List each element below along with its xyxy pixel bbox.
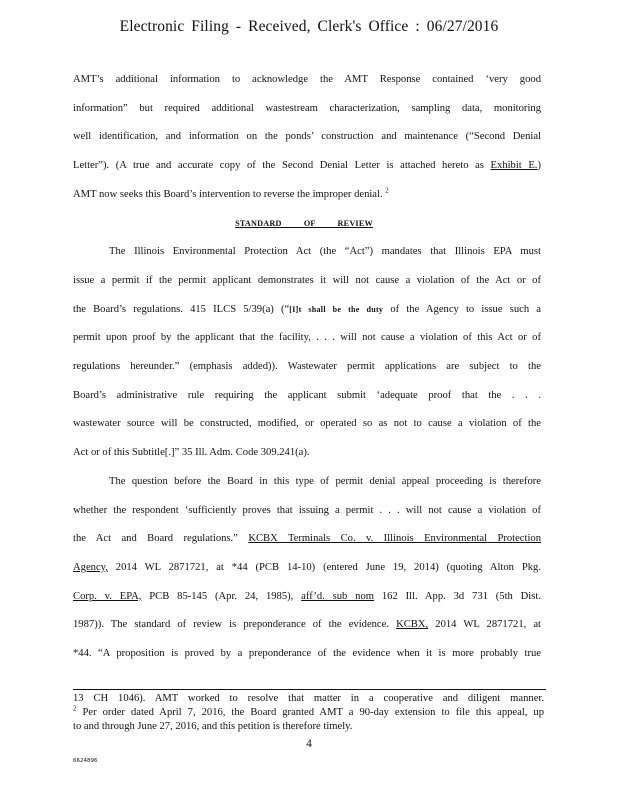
para2-line-4: permit upon proof by the applicant that the facility, . . . will not cause a violation of this Act or of: [73, 332, 541, 344]
case-citation-alton: Corp. v. EPA,: [73, 590, 142, 602]
para1-line-4-end: ): [537, 160, 541, 172]
footnote-2-line-2: to and through June 27, 2016, and this petition is therefore timely.: [73, 721, 353, 732]
para3-line-7: *44. “A proposition is proved by a preponderance of the evidence when it is more probably true: [73, 648, 541, 660]
footnote-2-text: Per order dated April 7, 2016, the Board granted AMT a 90-day extension to file this appeal, up: [76, 707, 544, 718]
case-citation-kcbx: KCBX Terminals Co. v. Illinois Environmental Protection: [248, 533, 541, 545]
footnote-2-line-1: [73, 706, 544, 720]
para3-line-1: The question before the Board in this type of permit denial appeal proceeding is therefore: [109, 475, 541, 487]
footnote-1-continued: 13 CH 1046). AMT worked to resolve that matter in a cooperative and diligent manner.: [73, 693, 544, 704]
para3-line-5b: PCB 85-145 (Apr. 24, 1985),: [141, 590, 294, 602]
para2-line-2: issue a permit if the permit applicant demonstrates it will not cause a violation of the Act or of: [73, 274, 541, 286]
para2-line-3a: the Board’s regulations. 415 ILCS 5/39(a) (“: [73, 303, 290, 315]
para2-line-5: regulations hereunder.” (emphasis added)). Wastewater permit applications are subject to the: [73, 361, 541, 373]
para2-line-8: Act or of this Subtitle[.]” 35 Ill. Adm. Code 309.241(a).: [73, 447, 310, 459]
document-id: 6624896: [73, 758, 98, 764]
para2-line-3c: of the Agency to issue such a: [383, 303, 541, 315]
para3-line-4b: 2014 WL 2871721, at *44 (PCB 14-10) (entered June 19, 2014) (quoting Alton Pkg.: [107, 561, 541, 573]
para2-line-6: Board’s administrative rule requiring the applicant submit ‘adequate proof that the . . .: [73, 389, 541, 401]
body-text: [73, 66, 541, 669]
para1-line-1: AMT’s additional information to acknowledge the AMT Response contained ‘very good: [73, 74, 541, 85]
footnote-ref-2: 2: [385, 186, 389, 195]
para3-line-5d: 162 Ill. App. 3d 731 (5th Dist.: [374, 590, 541, 602]
para2-line-1: The Illinois Environmental Protection Act (the “Act”) mandates that Illinois EPA must: [109, 246, 541, 258]
para1-line-4: [73, 152, 541, 181]
para2-line-3: [73, 296, 541, 325]
para1-line-5-text: AMT now seeks this Board’s intervention to reverse the improper denial.: [73, 188, 383, 200]
case-citation-kcbx-short: KCBX,: [396, 619, 429, 631]
para1-line-5: [73, 181, 541, 210]
para1-line-2: information” but required additional wastestream characterization, sampling data, monitoring: [73, 102, 541, 114]
case-citation-agency: Agency,: [73, 561, 108, 573]
emphasis-text: [I]t shall be the duty: [289, 304, 384, 314]
para3-line-3a: the Act and Board regulations.”: [73, 533, 238, 545]
page-number: 4: [306, 738, 312, 750]
footnote-divider: [73, 689, 546, 690]
para3-line-5: [73, 583, 541, 612]
section-heading: STANDARD OF REVIEW: [235, 218, 373, 228]
para3-line-2: whether the respondent ‘sufficiently proves that issuing a permit . . . will not cause a violation of: [73, 504, 541, 516]
para3-line-6a: 1987)). The standard of review is preponderance of the evidence.: [73, 619, 389, 631]
footnote-2-mark: 2: [73, 704, 77, 713]
para3-line-4: [73, 554, 541, 583]
para1-line-3: well identification, and information on the ponds’ construction and maintenance (“Second Denial: [73, 131, 541, 143]
footnotes: [73, 692, 544, 734]
filing-stamp-header: Electronic Filing - Received, Clerk's Office : 06/27/2016: [119, 18, 499, 35]
para3-line-3: [73, 525, 541, 554]
para3-line-6: [73, 611, 541, 640]
para3-line-6c: 2014 WL 2871721, at: [428, 619, 541, 631]
affd-sub-nom: aff’d. sub nom: [301, 590, 375, 602]
para2-line-7: wastewater source will be constructed, modified, or operated so as not to cause a violation of the: [73, 418, 541, 430]
exhibit-e-link: Exhibit E.: [490, 160, 538, 172]
para1-line-4-text: Letter”). (A true and accurate copy of the Second Denial Letter is attached hereto as: [73, 160, 484, 172]
